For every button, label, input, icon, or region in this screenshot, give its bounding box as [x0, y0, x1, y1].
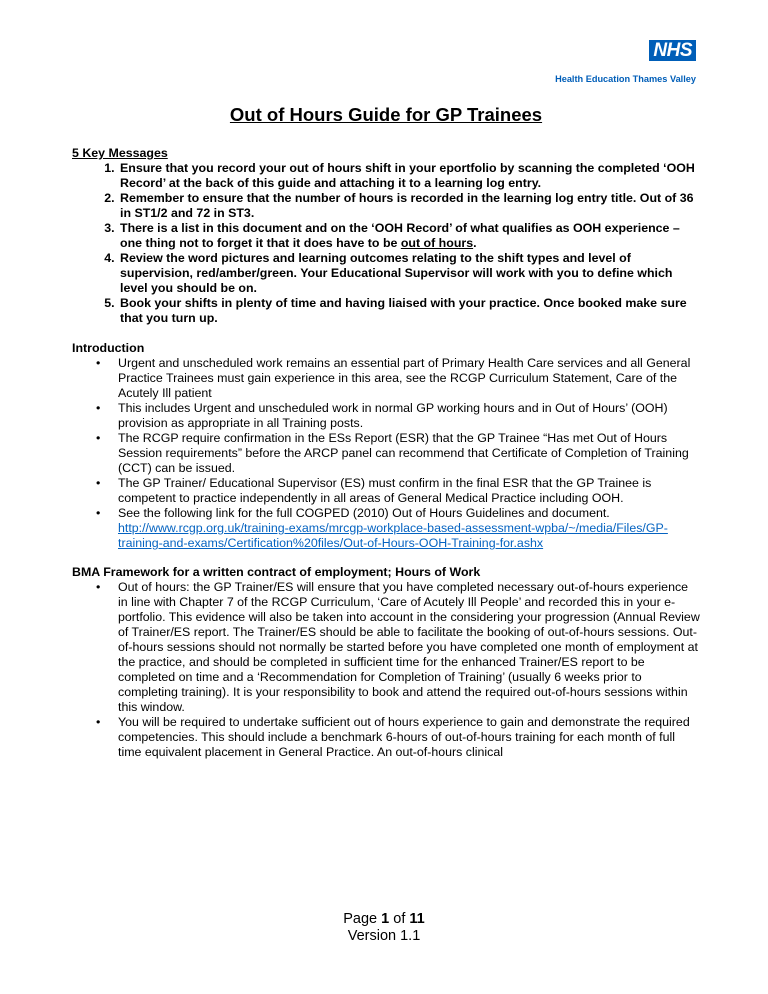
key-messages-list	[72, 161, 700, 326]
nhs-logo-block	[555, 40, 696, 84]
bma-bullet: • Out of hours: the GP Trainer/ES will ensure that you have completed necessary out-of-hours experience in line with Chapter 7 of the RCGP Curriculum, ‘Care of Acutely Ill People’ and recorded this in your e-portfolio. This evidence will also be taken into account in the considering your progression (Annual Review of Trainer/ES report. The Trainer/ES should be able to facilitate the booking of out-of-hours sessions. Out-of-hours sessions should not normally be started before you have completed one month of employment at the practice, and should be completed in sufficient time for the enhanced Trainer/ES report to be completed on time and a ‘Recommendation for Completion of Training’ (usually 6 weeks prior to completing training). It is your responsibility to book and attend the required out-of-hours sessions within this window.	[118, 580, 700, 715]
key-message-item: 5. Book your shifts in plenty of time and having liaised with your practice. Once booked make sure that you turn up.	[118, 296, 700, 326]
bma-list	[72, 580, 700, 760]
intro-bullet: • The GP Trainer/ Educational Supervisor (ES) must confirm in the final ESR that the GP Trainee is competent to practice independently in all areas of General Medical Practice including OOH.	[118, 476, 700, 506]
intro-bullet: • This includes Urgent and unscheduled work in normal GP working hours and in Out of Hours’ (OOH) provision as appropriate in all Training posts.	[118, 401, 700, 431]
introduction-heading: Introduction	[72, 341, 145, 355]
bma-heading: BMA Framework for a written contract of employment; Hours of Work	[72, 565, 481, 579]
key-message-item: 4. Review the word pictures and learning outcomes relating to the shift types and level of supervision, red/amber/green. Your Educational Supervisor will work with you to define which level you should be on.	[118, 251, 700, 296]
org-name: Health Education Thames Valley	[555, 74, 696, 84]
intro-bullet: • Urgent and unscheduled work remains an essential part of Primary Health Care services and all General Practice Trainees must gain experience in this area, see the RCGP Curriculum Statement, Care of the Acutely Ill patient	[118, 356, 700, 401]
introduction-list	[72, 356, 700, 551]
document-body	[72, 104, 700, 774]
page-number: Page 1 of 11	[343, 911, 425, 927]
key-message-item: 1. Ensure that you record your out of hours shift in your eportfolio by scanning the completed ‘OOH Record’ at the back of this guide and attaching it to a learning log entry.	[118, 161, 700, 191]
key-message-item: 2. Remember to ensure that the number of hours is recorded in the learning log entry title. Out of 36 in ST1/2 and 72 in ST3.	[118, 191, 700, 221]
emphasis-out-of-hours: out of hours	[400, 236, 474, 250]
cogped-guidelines-link[interactable]: http://www.rcgp.org.uk/training-exams/mrcgp-workplace-based-assessment-wpba/~/media/Files/GP-training-and-exams/Certification%20files/Out-of-Hours-OOH-Training-for.ashx	[118, 521, 668, 550]
version-label: Version 1.1	[347, 928, 421, 944]
page-title: Out of Hours Guide for GP Trainees	[229, 104, 543, 125]
key-message-item: 3. There is a list in this document and on the ‘OOH Record’ of what qualifies as OOH experience – one thing not to forget it that it does have to be out of hours.	[118, 221, 700, 251]
key-messages-heading: 5 Key Messages	[72, 146, 168, 160]
intro-bullet: • The RCGP require confirmation in the ESs Report (ESR) that the GP Trainee “Has met Out of Hours Session requirements” before the ARCP panel can recommend that Certificate of Completion of Training (CCT) can be issued.	[118, 431, 700, 476]
page-footer	[0, 911, 768, 945]
intro-bullet-link: • See the following link for the full COGPED (2010) Out of Hours Guidelines and document. http://www.rcgp.org.uk/training-exams/mrcgp-workplace-based-assessment-wpba/~/media/Files/GP-training-and-exams/Certification%20files/Out-of-Hours-OOH-Training-for.ashx	[118, 506, 700, 551]
bma-bullet: • You will be required to undertake sufficient out of hours experience to gain and demonstrate the required competencies. This should include a benchmark 6-hours of out-of-hours training for each month of full time equivalent placement in General Practice. An out-of-hours clinical	[118, 715, 700, 760]
nhs-logo: NHS	[649, 40, 696, 61]
